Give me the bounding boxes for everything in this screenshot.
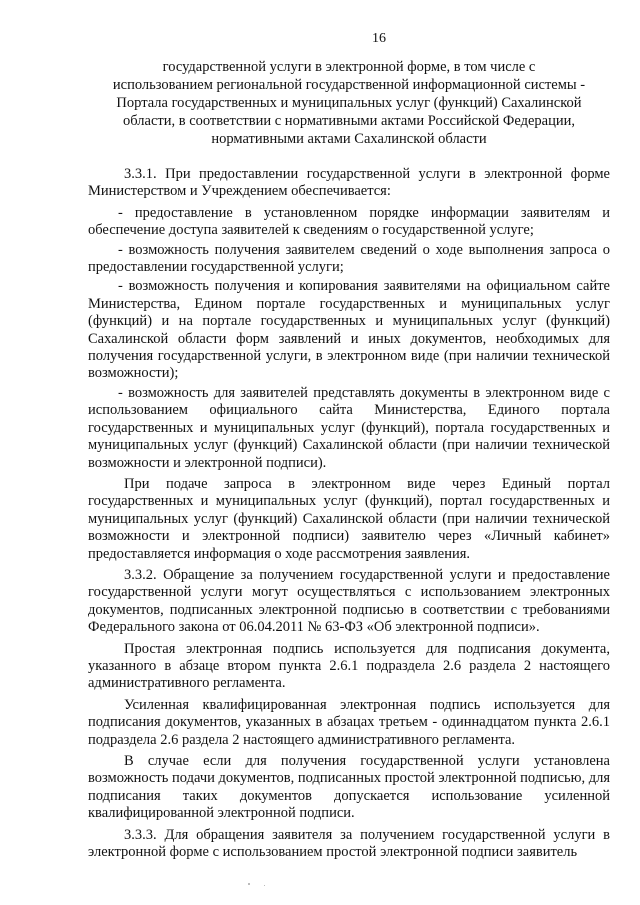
section-heading [88, 58, 610, 148]
document-body [88, 166, 610, 861]
paragraph-signature-substitution: В случае если для получения государственной услуги установлена возможность подачи документов, подписанных простой электронной подписью, для подписания таких документов допускается использование усиленной квалифицированной электронной подписи. [88, 753, 610, 822]
paragraph-3-3-3: 3.3.3. Для обращения заявителя за получением государственной услуги в электронной форме с использованием простой электронной подписи заявитель [88, 826, 610, 861]
bullet-request-status: - возможность получения заявителем сведений о ходе выполнения запроса о предоставлении государственной услуги; [88, 241, 610, 276]
heading-line: нормативными актами Сахалинской области [211, 131, 487, 147]
heading-line: Портала государственных и муниципальных услуг (функций) Сахалинской [116, 95, 582, 111]
bullet-electronic-submission: - возможность для заявителей представлять документы в электронном виде с использованием официального сайта Министерства, Единого портала государственных и муниципальных услуг (функций), портала государственных и муниципальных услуг (функций) Сахалинской области (при наличии технической возможности и электронной подписи). [88, 384, 610, 471]
paragraph-3-3-1: 3.3.1. При предоставлении государственной услуги в электронной форме Министерством и Учреждением обеспечивается: [88, 166, 610, 200]
paragraph-personal-cabinet: При подаче запроса в электронном виде через Единый портал государственных и муниципальных услуг (функций), портал государственных и муниципальных услуг (функций) Сахалинской области (при наличии технической возможности и электронной подписи) заявителю через «Личный кабинет» предоставляется информация о ходе рассмотрения заявления. [88, 475, 610, 562]
paragraph-simple-signature: Простая электронная подпись используется для подписания документа, указанного в абзаце втором пункта 2.6.1 подраздела 2.6 раздела 2 настоящего административного регламента. [88, 640, 610, 692]
bullet-info-access: - предоставление в установленном порядке информации заявителям и обеспечение доступа заявителей к сведениям о государственной услуге; [88, 204, 610, 239]
paragraph-3-3-2: 3.3.2. Обращение за получением государственной услуги и предоставление государственной услуги могут осуществляться с использованием электронных документов, подписанных электронной подписью в соответствии с требованиями Федерального закона от 06.04.2011 № 63-ФЗ «Об электронной подписи». [88, 566, 610, 636]
scan-speck [248, 883, 250, 885]
heading-line: области, в соответствии с нормативными актами Российской Федерации, [123, 113, 575, 129]
heading-line: использованием региональной государственной информационной системы - [112, 77, 586, 93]
scan-speck [264, 885, 265, 886]
page-number: 16 [372, 31, 386, 46]
paragraph-qualified-signature: Усиленная квалифицированная электронная подпись используется для подписания документов, указанных в абзацах третьем - одиннадцатом пункта 2.6.1 подраздела 2.6 раздела 2 настоящего административного регламента. [88, 696, 610, 748]
bullet-form-copying: - возможность получения и копирования заявителями на официальном сайте Министерства, Едином портале государственных и муниципальных услуг (функций) и на портале государственных и муниципальных услуг (функций) Сахалинской области форм заявлений и иных документов, необходимых для получения государственной услуги, в электронном виде (при наличии технической возможности); [88, 278, 610, 382]
heading-line: государственной услуги в электронной форме, в том числе с [162, 59, 536, 75]
